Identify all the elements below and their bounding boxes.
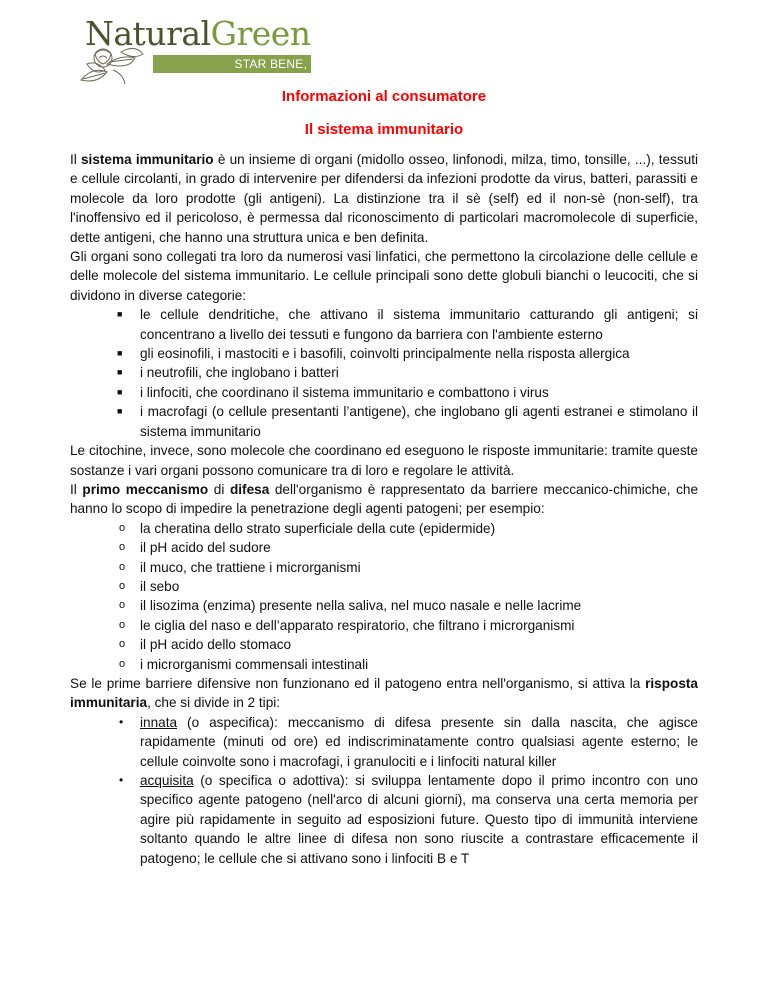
document-title: Informazioni al consumatore xyxy=(281,88,487,105)
list-item xyxy=(70,344,698,363)
cytokines-paragraph: Le citochine, invece, sono molecole che coordinano ed eseguono le risposte immunitarie: tramite queste sostanze i vari organi possono comunicare tra di loro e regolare le attività. xyxy=(70,443,698,478)
circle-bullet-icon: o xyxy=(119,618,126,631)
list-item-text: il pH acido dello stomaco xyxy=(140,637,292,653)
list-item-text: i microrganismi commensali intestinali xyxy=(140,656,369,672)
list-item-text: i linfociti, che coordinano il sistema immunitario e combattono i virus xyxy=(140,384,549,400)
text-run: di xyxy=(208,481,230,497)
response-types-list xyxy=(70,713,698,868)
list-item-text: i macrofagi (o cellule presentanti l’antigene), che inglobano gli agenti estranei e stimolano il sistema immunitario xyxy=(140,404,698,439)
underlined-term: innata xyxy=(140,714,178,730)
circle-bullet-icon: o xyxy=(119,521,126,534)
logo-brand-name xyxy=(85,14,311,54)
list-item xyxy=(70,655,698,674)
list-item xyxy=(70,616,698,635)
bold-term: sistema immunitario xyxy=(81,152,214,167)
list-item xyxy=(70,577,698,596)
list-item xyxy=(70,538,698,557)
dot-bullet-icon: • xyxy=(119,773,124,787)
list-item-text: il lisozima (enzima) presente nella saliva, nel muco nasale e nelle lacrime xyxy=(140,598,582,614)
underlined-term: acquisita xyxy=(140,773,194,788)
list-item xyxy=(70,519,698,538)
immune-response-paragraph xyxy=(70,674,698,713)
list-item-text: la cheratina dello strato superficiale della cute (epidermide) xyxy=(140,520,496,536)
logo-tagline: STAR BENE, NATURALMENTE xyxy=(153,55,311,73)
text-run: Il xyxy=(70,481,83,497)
list-item xyxy=(70,402,698,441)
circle-bullet-icon: o xyxy=(119,560,126,573)
text-run: , che si divide in 2 tipi: xyxy=(147,695,281,711)
barriers-list xyxy=(70,519,698,674)
cell-types-list xyxy=(70,305,698,441)
logo-brand-part2: Green xyxy=(210,14,311,53)
square-bullet-icon: ■ xyxy=(117,309,123,320)
text-run: Se le prime barriere difensive non funzionano ed il patogeno entra nell'organismo, si attiva la xyxy=(70,675,646,691)
circle-bullet-icon: o xyxy=(119,541,126,554)
list-item xyxy=(70,383,698,402)
dot-bullet-icon: • xyxy=(119,714,124,729)
circle-bullet-icon: o xyxy=(119,579,126,592)
logo-brand-part1: Natural xyxy=(85,14,211,53)
text-run: è un insieme di organi (midollo osseo, linfonodi, milza, timo, tonsille, ...), tessuti e cellule circolanti, in grado di intervenire per difendersi da infezioni prodotte da virus, batteri, parassiti e molecole da loro prodotte (gli antigeni). La distinzione tra il sè (self) ed il non-sè (non-self), tra l'inoffensivo ed il pericoloso, è permessa dal riconoscimento di particolari macromolecole di superficie, dette antigeni, che hanno una struttura unica e ben definita. xyxy=(70,152,699,245)
square-bullet-icon: ■ xyxy=(117,348,123,359)
list-item-text: il pH acido del sudore xyxy=(140,540,271,556)
document-body xyxy=(70,150,698,868)
text-run: dell'organismo è rappresentato da barriere meccanico-chimiche, che hanno lo scopo di impedire la penetrazione degli agenti patogeni; per esempio: xyxy=(70,481,699,517)
organs-paragraph: Gli organi sono collegati tra loro da numerosi vasi linfatici, che permettono la circolazione delle cellule e delle molecole del sistema immunitario. Le cellule principali sono dette globuli bianchi o leucociti, che si dividono in diverse categorie: xyxy=(70,249,698,303)
list-item-text: le ciglia del naso e dell’apparato respiratorio, che filtrano i microrganismi xyxy=(140,617,575,633)
circle-bullet-icon: o xyxy=(119,657,126,670)
natural-green-logo xyxy=(73,12,313,89)
bold-term: primo meccanismo xyxy=(82,481,209,497)
list-item xyxy=(70,363,698,382)
list-item-text: (o aspecifica): meccanismo di difesa presente sin dalla nascita, che agisce rapidamente (minuti od ore) ed indiscriminatamente contro qualsiasi agente esterno; le cellule coinvolte sono i macrofagi, i granulociti e i linfociti natural killer xyxy=(140,714,698,769)
list-item xyxy=(70,713,698,771)
bold-term: difesa xyxy=(229,481,270,497)
first-defense-paragraph xyxy=(70,480,698,519)
square-bullet-icon: ■ xyxy=(117,406,123,417)
list-item-text: i neutrofili, che inglobano i batteri xyxy=(140,365,339,381)
square-bullet-icon: ■ xyxy=(117,386,123,397)
circle-bullet-icon: o xyxy=(119,599,126,612)
list-item xyxy=(70,305,698,344)
list-item xyxy=(70,596,698,615)
list-item xyxy=(70,771,698,868)
intro-paragraph xyxy=(70,150,698,247)
square-bullet-icon: ■ xyxy=(117,367,123,378)
list-item xyxy=(70,635,698,654)
list-item-text: il sebo xyxy=(140,578,180,594)
list-item-text: (o specifica o adottiva): si sviluppa lentamente dopo il primo incontro con uno specifico agente patogeno (nell'arco di alcuni giorni), ma conserva una certa memoria per agire più rapidamente in seguito ad esposizioni future. Questo tipo di immunità interviene soltanto quando le altre linee di difesa non sono riuscite a contrastare efficacemente il patogeno; le cellule che si attivano sono i linfociti B e T xyxy=(140,773,698,866)
list-item xyxy=(70,558,698,577)
list-item-text: gli eosinofili, i mastociti e i basofili, coinvolti principalmente nella risposta allergica xyxy=(140,346,630,362)
bold-term: risposta immunitaria xyxy=(70,675,698,711)
list-item-text: il muco, che trattiene i microrganismi xyxy=(140,559,361,575)
text-run: Il xyxy=(70,152,81,167)
document-subtitle: Il sistema immunitario xyxy=(304,121,464,138)
circle-bullet-icon: o xyxy=(119,638,126,651)
list-item-text: le cellule dendritiche, che attivano il sistema immunitario catturando gli antigeni; si concentrano a livello dei tessuti e fungono da barriera con l'ambiente esterno xyxy=(140,307,698,342)
